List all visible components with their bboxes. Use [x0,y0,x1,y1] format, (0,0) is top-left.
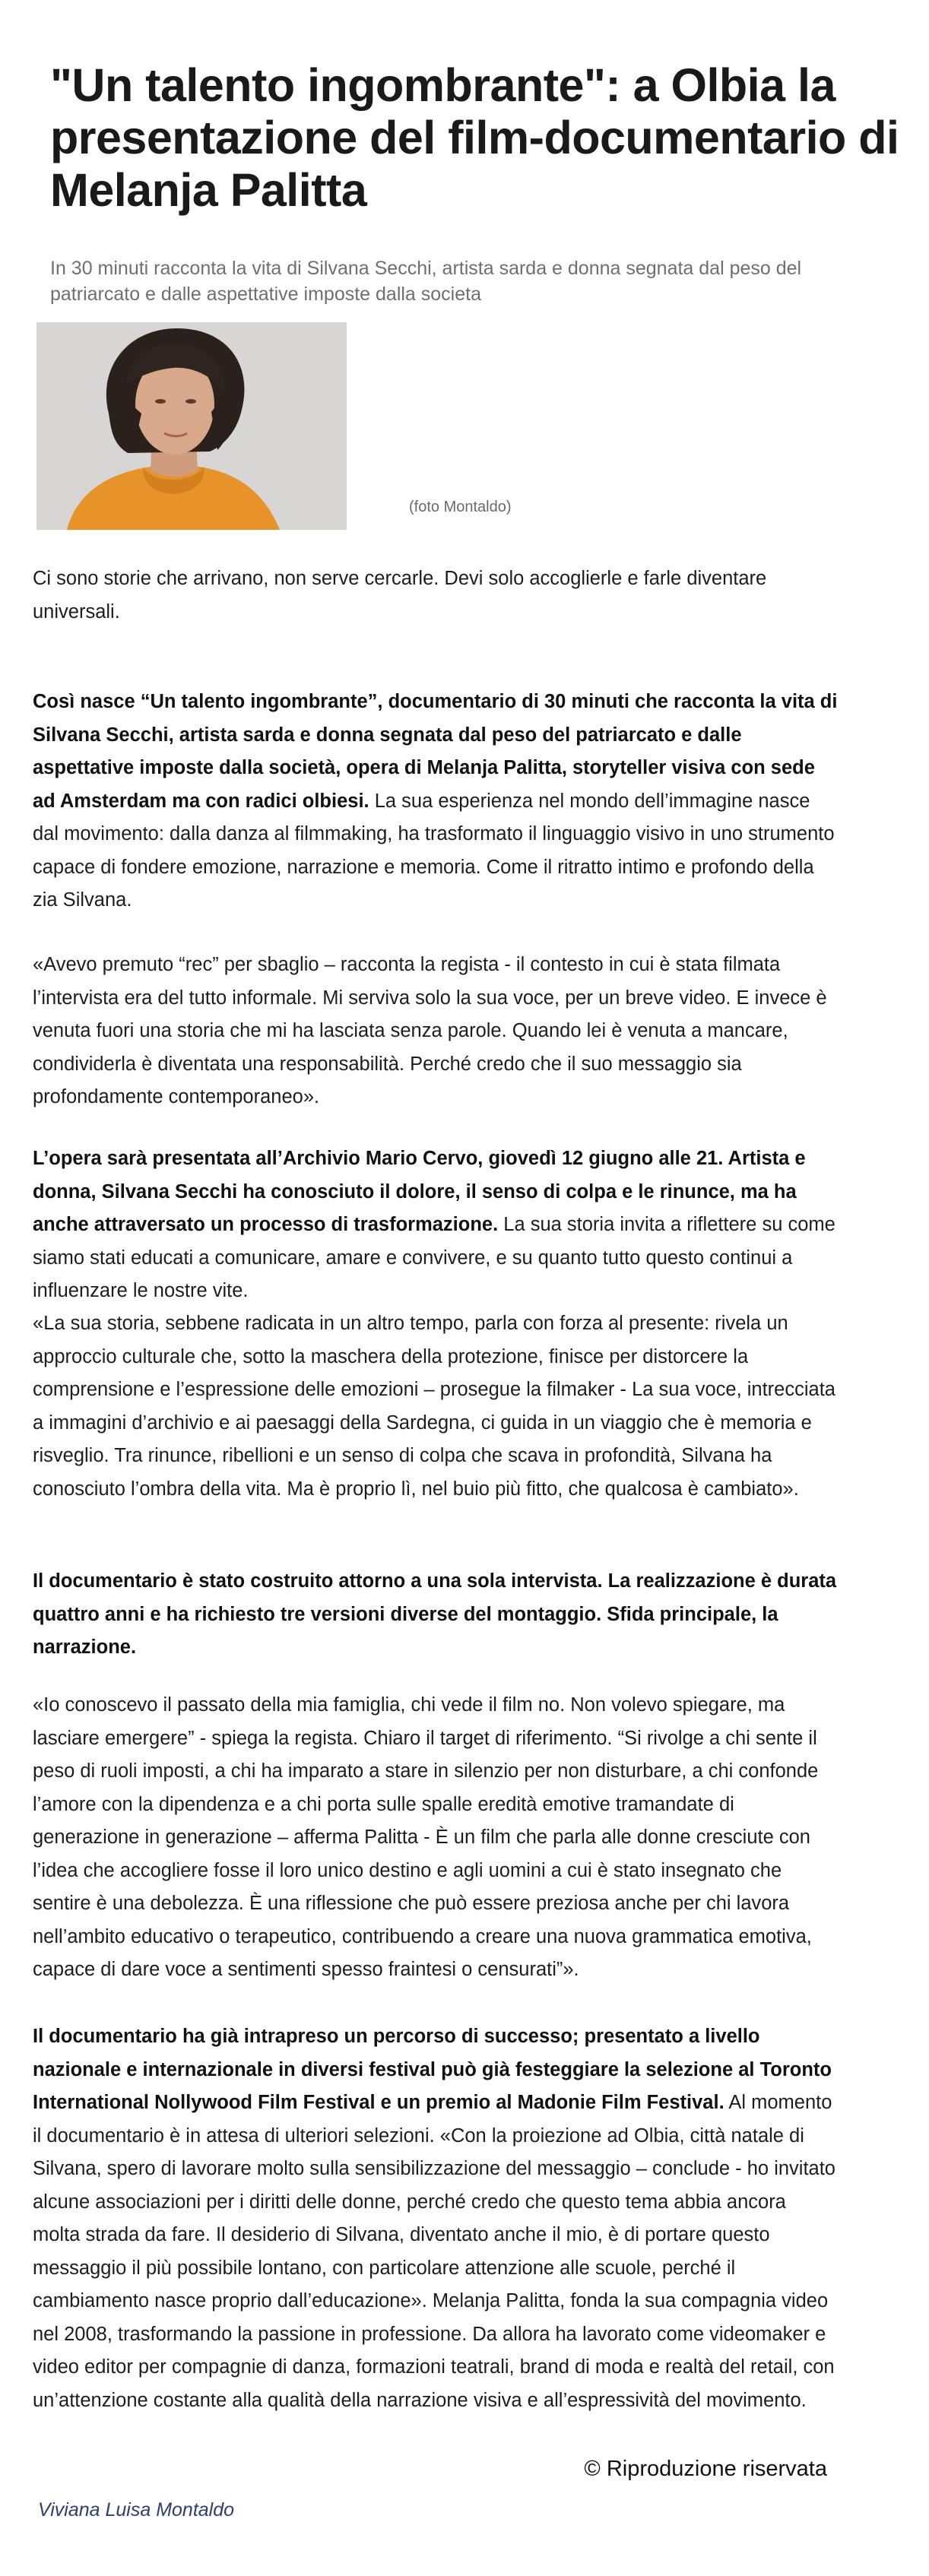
bold-lead: Così nasce “Un talento ingombrante”, documentario di 30 minuti che racconta la vita di Silvana Secchi, artista sarda e donna segnata dal peso del patriarcato e dalle aspettative imposte dalla società, opera di Melanja Palitta, storyteller visiva con sede ad Amsterdam ma con radici olbiesi. [33,691,838,812]
photo-caption: (foto Montaldo) [409,499,512,515]
paragraph-event [33,1142,839,1308]
paragraph-presentation [33,686,839,917]
bold-lead: Il documentario ha già intrapreso un percorso di successo; presentato a livello nazionale e internazionale in diversi festival può già festeggiare la selezione al Toronto International Nollywood Film Festival e un premio al Madonie Film Festival. [33,2026,832,2113]
paragraph-quote-rec [33,949,839,1114]
paragraph-text: La sua esperienza nel mondo dell’immagine nasce dal movimento: dalla danza al filmmaking, ha trasformato il linguaggio visivo in uno strumento capace di fondere emozione, narrazione e memoria. Come il ritratto intimo e profondo della zia Silvana. [33,790,835,911]
paragraph-text: «Io conoscevo il passato della mia famiglia, chi vede il film no. Non volevo spiegare, ma lasciare emergere” - spiega la regista. Chiaro il target di riferimento. “Si rivolge a chi sente il peso di ruoli imposti, a chi ha imparato a stare in silenzio per non disturbare, a chi confonde l’amore con la dipendenza e a chi porta sulle spalle eredità emotive tramandate di generazione in generazione – afferma Palitta - È un film che parla alle donne cresciute con l’idea che accogliere fosse il loro unico destino e agli uomini a cui è stato insegnato che sentire è una debolezza. È una riflessione che può essere preziosa anche per chi lavora nell’ambito educativo o terapeutico, contribuendo a creare una nuova grammatica emotiva, capace di dare voce a sentimenti spesso fraintesi o censurati”». [33,1694,819,1980]
author-name[interactable]: Viviana Luisa Montaldo [38,2499,235,2521]
article-title: "Un talento ingombrante": a Olbia la presentazione del film-documentario di Melanja Palitta [50,59,899,216]
portrait-photo [36,322,347,530]
copyright-notice: © Riproduzione riservata [584,2457,827,2481]
article-footer [0,2457,929,2533]
paragraph-text: La sua storia invita a riflettere su come siamo stati educati a comunicare, amare e convivere, e su quanto tutto questo continui a influenzare le nostre vite. [33,1214,835,1301]
paragraph-text: «Avevo premuto “rec” per sbaglio – racconta la regista - il contesto in cui è stata filmata l’intervista era del tutto informale. Mi serviva solo la sua voce, per un breve video. E invece è venuta fuori una storia che mi ha lasciata senza parole. Quando lei è venuta a mancare, condividerla è diventata una responsabilità. Perché credo che il suo messaggio sia profondamente contemporaneo». [33,954,827,1107]
article-subtitle: In 30 minuti racconta la vita di Silvana Secchi, artista sarda e donna segnata dal peso del patriarcato e dalle aspettative imposte dalla societa [50,258,802,305]
bold-lead: L’opera sarà presentata all’Archivio Mario Cervo, giovedì 12 giugno alle 21. Artista e donna, Silvana Secchi ha conosciuto il dolore, il senso di colpa e le rinunce, ma ha anche attraversato un processo di trasformazione. [33,1148,806,1235]
paragraph-text: «La sua storia, sebbene radicata in un altro tempo, parla con forza al presente: rivela un approccio culturale che, sotto la maschera della protezione, finisce per distorcere la comprensione e l’espressione delle emozioni – prosegue la filmaker - La sua voce, intrecciata a immagini d’archivio e ai paesaggi della Sardegna, ci guida in un viaggio che è memoria e risveglio. Tra rinunce, ribellioni e un senso di colpa che scava in profondità, Silvana ha conosciuto l’ombra della vita. Ma è proprio lì, nel buio più fitto, che qualcosa è cambiato». [33,1313,835,1500]
paragraph-quote-target [33,1689,839,1987]
paragraph-text: Ci sono storie che arrivano, non serve cercarle. Devi solo accoglierle e farle diventare universali. [33,568,767,623]
bold-lead: Il documentario è stato costruito attorno a una sola intervista. La realizzazione è durata quattro anni e ha richiesto tre versioni diverse del montaggio. Sfida principale, la narrazione. [33,1570,837,1658]
photo-figure [36,322,797,531]
paragraph-intro [33,562,839,629]
paragraph-festivals [33,2020,839,2417]
paragraph-quote-story [33,1307,839,1506]
paragraph-production [33,1565,839,1665]
paragraph-text: Al momento il documentario è in attesa di ulteriori selezioni. «Con la proiezione ad Olbia, città natale di Silvana, spero di lavorare molto sulla sensibilizzazione del messaggio – conclude - ho invitato alcune associazioni per i diritti delle donne, perché credo che questo tema abbia ancora molta strada da fare. Il desiderio di Silvana, diventato anche il mio, è di portare questo messaggio il più possibile lontano, con particolare attenzione alle scuole, perché il cambiamento nasce proprio dall’educazione». Melanja Palitta, fonda la sua compagnia video nel 2008, trasformando la passione in professione. Da allora ha lavorato come videomaker e video editor per compagnie di danza, formazioni teatrali, brand di moda e realtà del retail, con un’attenzione costante alla qualità della narrazione visiva e all’espressività del movimento. [33,2092,835,2411]
